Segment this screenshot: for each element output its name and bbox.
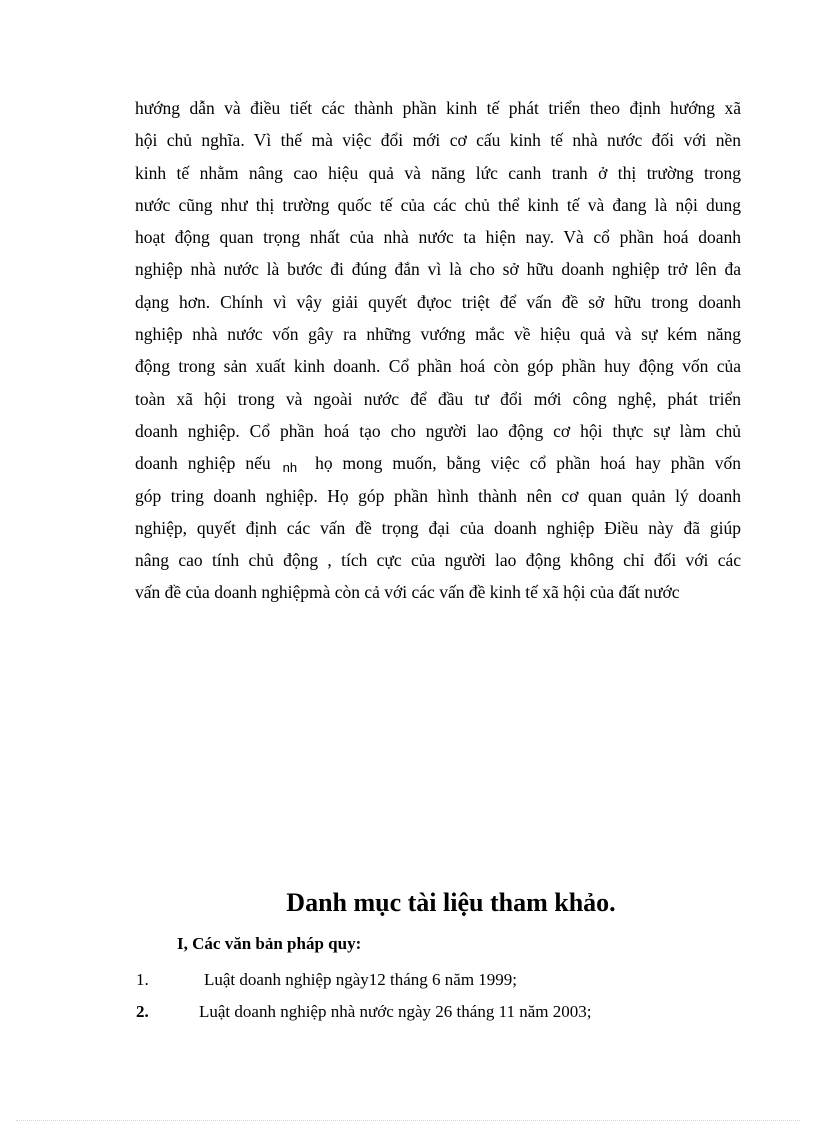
paragraph-line: nâng cao tính chủ động , tích cực của người lao động không chỉ đối với các [135, 550, 741, 571]
line-segment: họ mong muốn, bằng việc cổ phần hoá hay phần vốn [315, 453, 741, 474]
paragraph-line: toàn xã hội trong và ngoài nước để đầu tư đổi mới công nghệ, phát triển [135, 388, 741, 409]
paragraph-line: động trong sản xuất kinh doanh. Cổ phần hoá còn góp phần huy động vốn của [135, 356, 741, 377]
inline-fragment: nh [282, 460, 298, 476]
paragraph-line: hướng dẫn và điều tiết các thành phần kinh tế phát triển theo định hướng xã [135, 98, 741, 118]
paragraph-line: nước cũng như thị trường quốc tế của các chủ thể kinh tế và đang là nội dung [135, 194, 741, 215]
paragraph-line: góp tring doanh nghiệp. Họ góp phần hình thành nên cơ quan quản lý doanh [135, 485, 741, 506]
paragraph-line: nghiệp, quyết định các vấn đề trọng đại của doanh nghiệp Điều này đã giúp [135, 517, 741, 538]
reference-text: Luật doanh nghiệp nhà nước ngày 26 tháng 11 năm 2003; [199, 1002, 592, 1021]
page-border-dotted [16, 1120, 800, 1121]
reference-text: Luật doanh nghiệp ngày12 tháng 6 năm 1999; [204, 970, 518, 989]
paragraph-line: hội chủ nghĩa. Vì thế mà việc đổi mới cơ cấu kinh tế nhà nước đối với nền [135, 130, 741, 151]
paragraph-line: doanh nghiệp. Cổ phần hoá tạo cho người lao động cơ hội thực sự làm chủ [135, 420, 741, 441]
paragraph-line: nghiệp nhà nước vốn gây ra những vướng mắc về hiệu quả và sự kém năng [135, 324, 741, 345]
paragraph-line: dạng hơn. Chính vì vậy giải quyết đựoc triệt để vấn đề sở hữu trong doanh [135, 291, 741, 312]
paragraph-line: kinh tế nhằm nâng cao hiệu quả và năng lức canh tranh ở thị trường trong [135, 162, 741, 183]
paragraph-line: nghiệp nhà nước là bước đi đúng đắn vì là cho sở hữu doanh nghiệp trở lên đa [135, 259, 741, 280]
references-heading: Danh mục tài liệu tham khảo. [286, 888, 616, 917]
paragraph-line: hoạt động quan trọng nhất của nhà nước ta hiện nay. Và cổ phần hoá doanh [135, 227, 741, 248]
line-segment: doanh nghiệp nếu [135, 453, 271, 474]
paragraph-line: vấn đề của doanh nghiệpmà còn cả với các vấn đề kinh tế xã hội của đất nước [135, 582, 680, 603]
references-section-heading: I, Các văn bản pháp quy: [177, 934, 362, 953]
body-paragraph [135, 92, 741, 609]
reference-number: 1. [136, 970, 149, 989]
reference-number: 2. [136, 1002, 149, 1021]
paragraph-line-with-inline [135, 447, 741, 479]
